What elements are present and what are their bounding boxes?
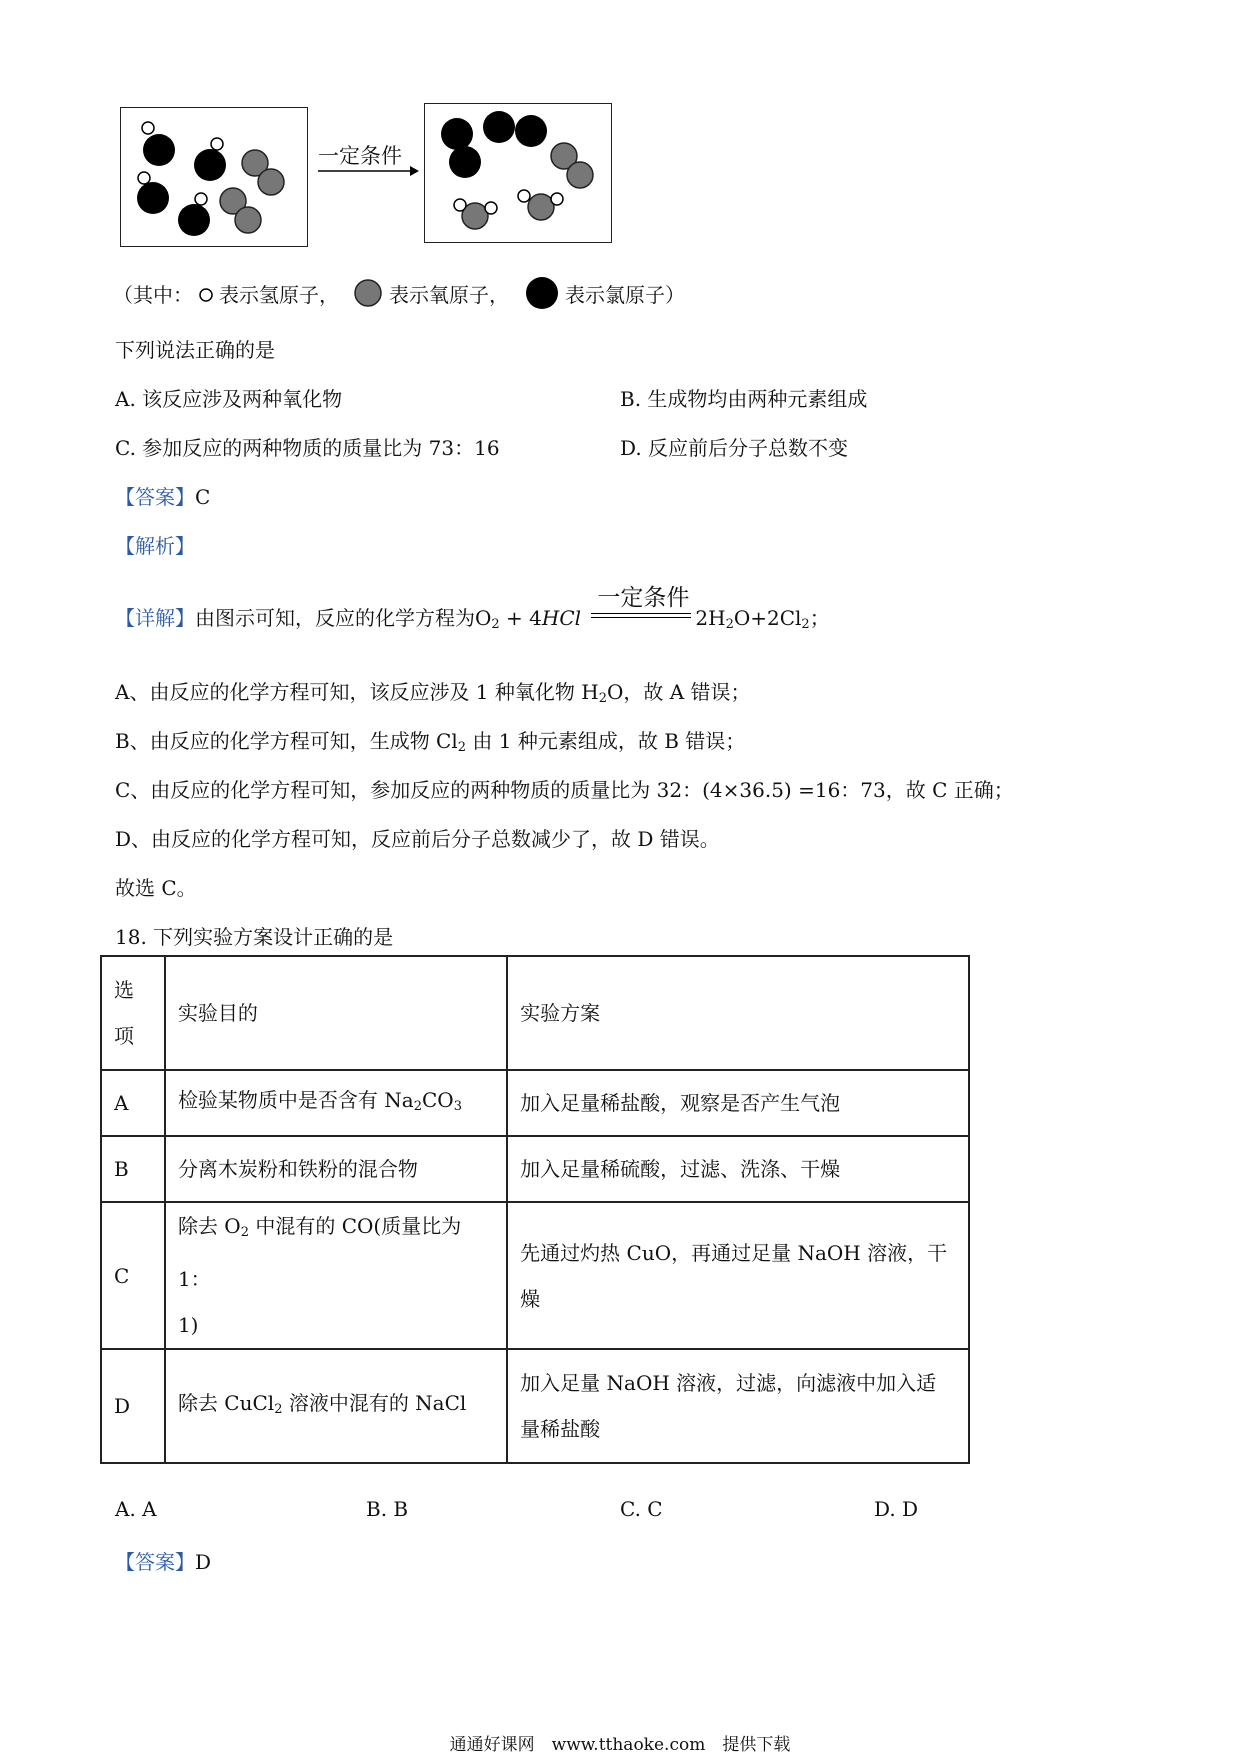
chlorine-atom-icon — [525, 276, 559, 310]
analysis-conclusion: 故选 C。 — [115, 876, 197, 900]
oxygen-atom-icon — [353, 278, 383, 308]
row-purpose: 除去 CuCl$_2$ 溶液中混有的 NaCl — [165, 1349, 507, 1463]
answer-17 — [115, 481, 210, 510]
hydrogen-atom — [551, 193, 563, 205]
answer-value: D — [195, 1550, 212, 1574]
question-18: 18. 下列实验方案设计正确的是 — [115, 925, 394, 949]
hydrogen-atom — [454, 199, 466, 211]
answer-18 — [115, 1546, 211, 1575]
option-18-c: C. C — [620, 1497, 663, 1521]
chlorine-atom — [441, 118, 473, 150]
legend-prefix: （其中： — [113, 282, 193, 307]
option-18-b: B. B — [366, 1497, 409, 1521]
table-row — [101, 1136, 969, 1202]
answer-value: C — [195, 485, 211, 509]
oxygen-atom — [528, 194, 554, 220]
eq-hcl: HCl — [541, 606, 582, 630]
legend-hydrogen: 表示氢原子， — [219, 282, 339, 307]
table-row — [101, 1070, 969, 1136]
row-option: A — [101, 1070, 165, 1136]
eq-end: ； — [809, 606, 830, 630]
reactant-molecules — [121, 108, 307, 246]
option-18-a: A. A — [115, 1497, 157, 1521]
eq-o2: $O_2$ — [475, 606, 500, 632]
header-purpose: 实验目的 — [165, 956, 507, 1070]
chlorine-atom — [515, 115, 547, 147]
row-purpose: 除去 $O_2$ 中混有的 CO(质量比为 1： 1) — [165, 1202, 507, 1349]
chlorine-atom — [449, 146, 481, 178]
experiment-table — [100, 955, 970, 1464]
row-option: C — [101, 1202, 165, 1349]
hydrogen-atom — [211, 138, 223, 150]
row-purpose: 检验某物质中是否含有 $Na_2CO_3$ — [165, 1070, 507, 1136]
option-a: A. 该反应涉及两种氧化物 — [115, 387, 343, 411]
eq-double-line — [591, 613, 691, 618]
eq-h2o: $2H_2$ — [695, 606, 734, 632]
option-c: C. 参加反应的两种物质的质量比为 73：16 — [115, 436, 500, 460]
analysis-label: 【解析】 — [115, 534, 195, 558]
legend-chlorine: 表示氯原子） — [565, 282, 685, 307]
product-box — [424, 103, 612, 243]
detail-intro: 由图示可知，反应的化学方程为 — [195, 606, 475, 630]
oxygen-atom — [258, 169, 284, 195]
row-purpose: 分离木炭粉和铁粉的混合物 — [165, 1136, 507, 1202]
row-plan: 加入足量 NaOH 溶液，过滤，向滤液中加入适 量稀盐酸 — [507, 1349, 969, 1463]
hydrogen-atom — [485, 202, 497, 214]
analysis-a: A、由反应的化学方程可知，该反应涉及 1 种氧化物 $H_2O$，故 A 错误； — [115, 680, 751, 706]
header-option: 选 项 — [101, 956, 165, 1070]
table-row — [101, 1349, 969, 1463]
analysis-b: B、由反应的化学方程可知，生成物 $Cl_2$ 由 1 种元素组成，故 B 错误； — [115, 729, 746, 755]
hydrogen-atom — [138, 172, 150, 184]
eq-condition: 一定条件 — [597, 585, 690, 611]
row-plan: 先通过灼热 CuO，再通过足量 NaOH 溶液，干 燥 — [507, 1202, 969, 1349]
oxygen-atom — [235, 207, 261, 233]
arrow-label: 一定条件 — [318, 144, 402, 168]
legend-oxygen: 表示氧原子， — [389, 282, 509, 307]
eq-cl2: $O+2Cl_2$ — [733, 606, 810, 632]
row-plan: 加入足量稀硫酸，过滤、洗涤、干燥 — [507, 1136, 969, 1202]
row-option: D — [101, 1349, 165, 1463]
hydrogen-atom — [142, 122, 154, 134]
detail-equation — [115, 585, 830, 632]
chlorine-atom — [143, 134, 175, 166]
arrow-icon — [316, 140, 420, 180]
reactant-box — [120, 107, 308, 247]
chlorine-atom — [194, 149, 226, 181]
answer-label: 【答案】 — [115, 485, 195, 509]
option-18-d: D. D — [874, 1497, 919, 1521]
eq-condition-block — [591, 585, 691, 625]
option-b: B. 生成物均由两种元素组成 — [620, 387, 868, 411]
chlorine-atom — [137, 182, 169, 214]
analysis-d: D、由反应的化学方程可知，反应前后分子总数减少了，故 D 错误。 — [115, 827, 720, 851]
row-option: B — [101, 1136, 165, 1202]
hydrogen-atom — [195, 193, 207, 205]
chlorine-atom — [178, 204, 210, 236]
eq-plus-4: + 4 — [499, 606, 542, 630]
hydrogen-atom — [518, 190, 530, 202]
option-d: D. 反应前后分子总数不变 — [620, 436, 849, 460]
footer: 通通好课网 www.tthaoke.com 提供下载 — [449, 1735, 791, 1755]
header-plan: 实验方案 — [507, 956, 969, 1070]
table-header-row — [101, 956, 969, 1070]
legend — [113, 276, 685, 310]
oxygen-atom — [567, 162, 593, 188]
question-stem: 下列说法正确的是 — [115, 338, 275, 362]
product-molecules — [425, 104, 611, 242]
hydrogen-atom-icon — [197, 284, 215, 302]
analysis-c: C、由反应的化学方程可知，参加反应的两种物质的质量比为 32：(4×36.5) =16：73，故 C 正确； — [115, 778, 1014, 802]
row-plan: 加入足量稀盐酸，观察是否产生气泡 — [507, 1070, 969, 1136]
detail-label: 【详解】 — [115, 606, 195, 630]
chlorine-atom — [483, 111, 515, 143]
reaction-arrow — [316, 140, 420, 180]
answer-label: 【答案】 — [115, 1550, 195, 1574]
table-row — [101, 1202, 969, 1349]
